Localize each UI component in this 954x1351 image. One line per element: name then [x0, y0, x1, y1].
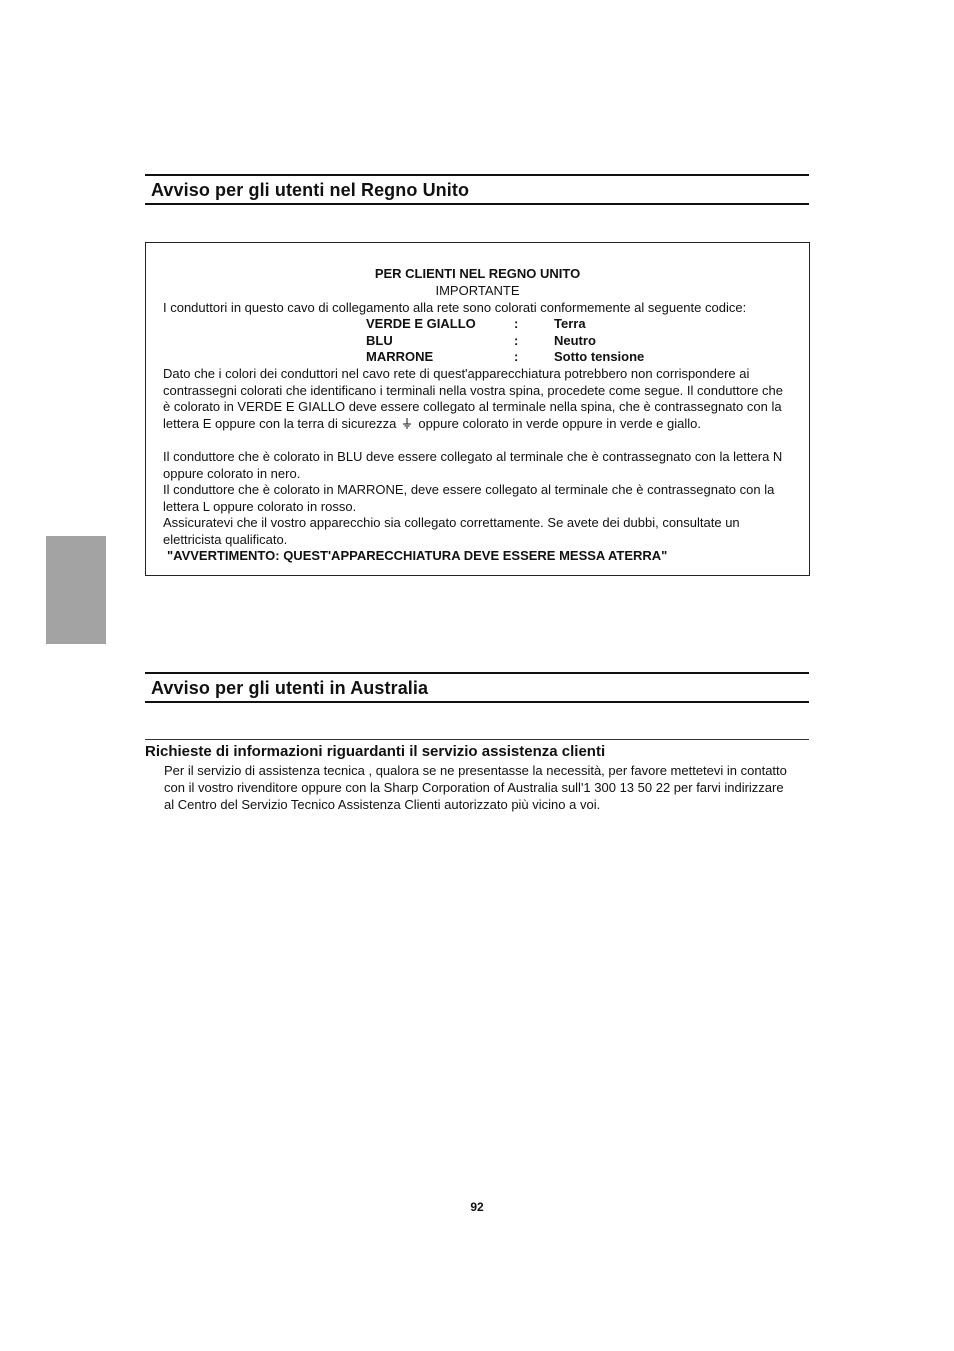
code-color: MARRONE	[366, 349, 434, 364]
notice-paragraph: Assicuratevi che il vostro apparecchio sia collegato correttamente. Se avete dei dubbi, consultate un elettricista qualificato.	[163, 515, 740, 547]
paragraph-text: oppure colorato in verde oppure in verde e giallo.	[418, 415, 701, 431]
notice-subheading: IMPORTANTE	[435, 283, 520, 298]
uk-section-title: Avviso per gli utenti nel Regno Unito	[151, 180, 470, 200]
code-separator: :	[514, 349, 519, 364]
paragraph-text: Dato che i colori dei conduttori nel cavo rete di quest'apparecchiatura potrebbero non corrispondere ai contrassegni colorati che identificano i terminali nella vostra spina, procedete come segue. Il conduttore che è colorato in VERDE E GIALLO deve essere collegato al terminale nella spina, che è contrassegnato con la lettera E oppure con la terra di sicurezza	[163, 366, 784, 431]
code-separator: :	[514, 333, 519, 348]
uk-notice-box	[145, 242, 810, 576]
earth-ground-icon	[402, 418, 412, 429]
earth-warning: "AVVERTIMENTO: QUEST'APPARECCHIATURA DEVE ESSERE MESSA ATERRA"	[167, 548, 668, 563]
au-section-title: Avviso per gli utenti in Australia	[151, 678, 429, 698]
au-section-header	[145, 672, 809, 703]
notice-intro: I conduttori in questo cavo di collegamento alla rete sono colorati conformemente al seguente codice:	[163, 300, 747, 315]
uk-section-header	[145, 174, 809, 205]
code-meaning: Terra	[554, 316, 586, 331]
code-color: VERDE E GIALLO	[366, 316, 476, 331]
page-number: 92	[470, 1200, 484, 1214]
notice-paragraph: Il conduttore che è colorato in MARRONE, deve essere collegato al terminale che è contrassegnato con la lettera L oppure colorato in rosso.	[163, 482, 775, 514]
code-meaning: Sotto tensione	[554, 349, 645, 364]
code-meaning: Neutro	[554, 333, 596, 348]
language-side-tab	[46, 536, 106, 644]
notice-paragraph	[163, 366, 793, 432]
code-separator: :	[514, 316, 519, 331]
code-color: BLU	[366, 333, 393, 348]
notice-heading: PER CLIENTI NEL REGNO UNITO	[374, 266, 581, 281]
notice-paragraph: Il conduttore che è colorato in BLU deve essere collegato al terminale che è contrassegnato con la lettera N oppure colorato in nero.	[163, 449, 783, 481]
au-subheading: Richieste di informazioni riguardanti il servizio assistenza clienti	[145, 743, 606, 760]
subsection-divider	[145, 739, 809, 740]
au-body-text: Per il servizio di assistenza tecnica , qualora se ne presentasse la necessità, per favore mettetevi in contatto con il vostro rivenditore oppure con la Sharp Corporation of Australia sull'1 300 13 50 22 per farvi indirizzare al Centro del Servizio Tecnico Assistenza Clienti autorizzato più vicino a voi.	[164, 763, 787, 812]
